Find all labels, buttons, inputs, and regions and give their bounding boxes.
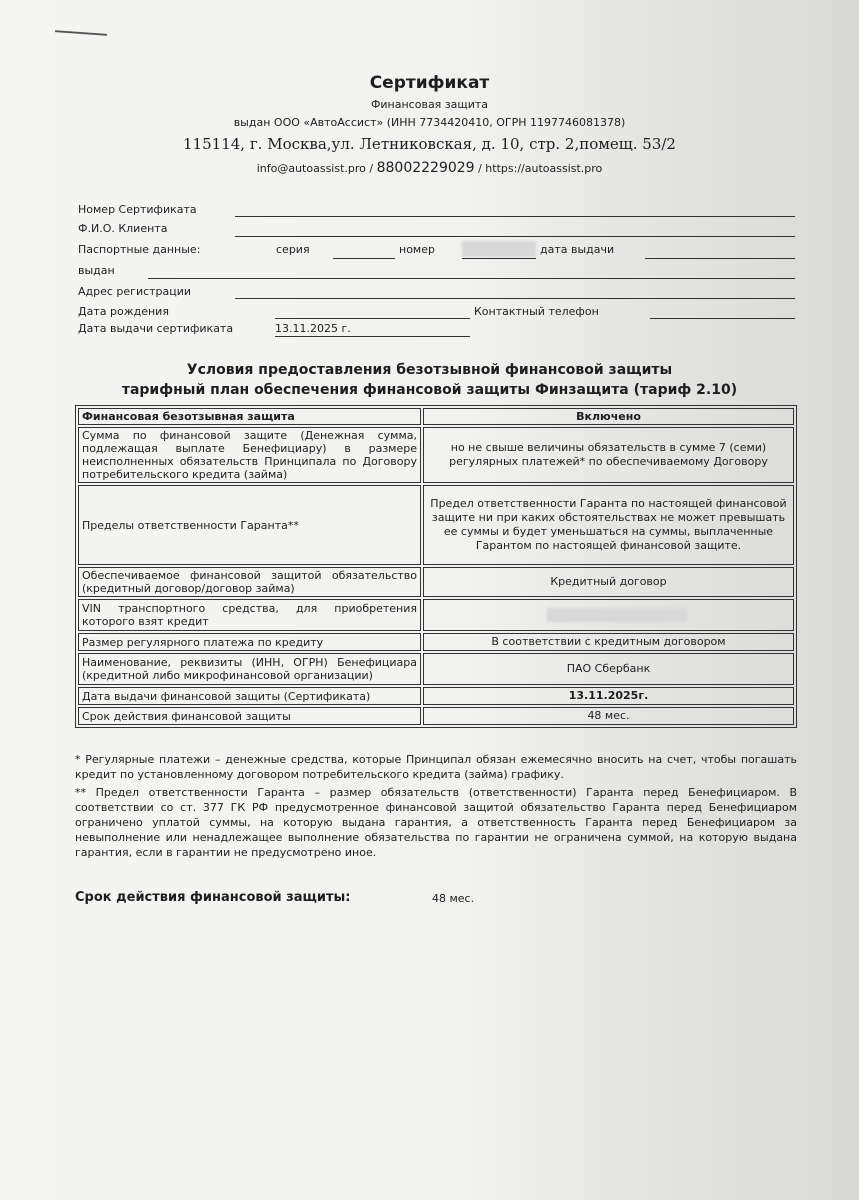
cert-date-value: 13.11.2025 г.	[275, 322, 351, 335]
birth-date-label: Дата рождения	[78, 305, 169, 318]
term-label: Срок действия финансовой защиты:	[75, 890, 351, 905]
conditions-title: Условия предоставления безотзывной финансовой защиты	[186, 362, 673, 378]
table-row	[78, 485, 794, 565]
row-label: Дата выдачи финансовой защиты (Сертификата)	[78, 687, 421, 705]
reg-address-line	[235, 298, 795, 299]
issuer-address: 115114, г. Москва,ул. Летниковская, д. 10, стр. 2,помещ. 53/2	[183, 135, 676, 153]
contact-email: info@autoassist.pro /	[256, 162, 374, 175]
table-header-right: Включено	[423, 408, 794, 425]
row-label: Обеспечиваемое финансовой защитой обязательство (кредитный договор/договор займа)	[78, 567, 421, 597]
certificate-title: Сертификат	[369, 73, 490, 93]
client-name-line	[235, 236, 795, 237]
row-label: Срок действия финансовой защиты	[78, 707, 421, 725]
term-value: 48 мес.	[432, 892, 475, 905]
number-line	[462, 258, 536, 259]
row-value	[423, 599, 794, 631]
series-label: серия	[276, 243, 310, 256]
row-label: VIN транспортного средства, для приобретения которого взят кредит	[78, 599, 421, 631]
row-value: В соответствии с кредитным договором	[423, 633, 794, 651]
table-header-row	[78, 408, 794, 425]
redacted-number	[462, 241, 536, 257]
cert-date-label: Дата выдачи сертификата	[78, 322, 234, 335]
passport-label: Паспортные данные:	[78, 243, 201, 256]
certificate-subtitle: Финансовая защита	[370, 98, 489, 111]
cert-number-label: Номер Сертификата	[78, 203, 197, 216]
issue-date-label: дата выдачи	[540, 243, 615, 256]
issuer-line: выдан ООО «АвтоАссист» (ИНН 7734420410, ОГРН 1197746081378)	[233, 116, 626, 129]
birth-date-line	[275, 318, 470, 319]
table-row	[78, 567, 794, 597]
table-row	[78, 653, 794, 685]
issue-date-line	[645, 258, 795, 259]
contact-line	[0, 160, 859, 176]
contact-phone-number: 88002229029	[376, 160, 475, 176]
cert-date-line	[275, 336, 470, 337]
row-value: 13.11.2025г.	[423, 687, 794, 705]
footnote-regular-payments: * Регулярные платежи – денежные средства, которые Принципал обязан ежемесячно вносить на счет, чтобы погашать кредит по установленному договором потребительского кредита (займа) графику.	[75, 753, 797, 781]
number-label: номер	[399, 243, 435, 256]
conditions-subtitle: тарифный план обеспечения финансовой защиты Финзащита (тариф 2.10)	[121, 382, 738, 398]
issued-by-line	[148, 278, 795, 279]
contact-phone-line	[650, 318, 795, 319]
row-label: Пределы ответственности Гаранта**	[78, 485, 421, 565]
cert-number-line	[235, 216, 795, 217]
row-label: Наименование, реквизиты (ИНН, ОГРН) Бенефициара (кредитной либо микрофинансовой организации)	[78, 653, 421, 685]
contact-phone-label: Контактный телефон	[474, 305, 599, 318]
client-name-label: Ф.И.О. Клиента	[78, 222, 168, 235]
row-value: но не свыше величины обязательств в сумме 7 (семи) регулярных платежей* по обеспечиваемому Договору	[423, 427, 794, 483]
row-value: Предел ответственности Гаранта по настоящей финансовой защите ни при каких обстоятельствах не может превышать ее суммы и будет уменьшаться на суммы, выплаченные Гарантом по настоящей финансовой защите.	[423, 485, 794, 565]
footnote-guarantor-limit: ** Предел ответственности Гаранта – размер обязательств (ответственности) Гаранта перед Бенефициаром. В соответствии со ст. 377 ГК РФ предусмотренное финансовой защитой обязательство Гаранта перед Бенефициаром ограничено уплатой суммы, на которую выдана гарантия, а ответственность Гаранта перед Бенефициаром за невыполнение или ненадлежащее выполнение обязательства по гарантии не ограничена суммой, на которую выдана гарантия, если в гарантии не предусмотрено иное.	[75, 786, 797, 859]
row-value: 48 мес.	[423, 707, 794, 725]
row-label: Сумма по финансовой защите (Денежная сумма, подлежащая выплате Бенефициару) в размере неисполненных обязательств Принципала по Договору потребительского кредита (займа)	[78, 427, 421, 483]
issued-by-label: выдан	[78, 264, 115, 277]
table-row	[78, 707, 794, 725]
series-line	[333, 258, 395, 259]
table-row	[78, 633, 794, 651]
row-value: Кредитный договор	[423, 567, 794, 597]
contact-site: / https://autoassist.pro	[478, 162, 603, 175]
table-row	[78, 599, 794, 631]
table-row	[78, 687, 794, 705]
row-label: Размер регулярного платежа по кредиту	[78, 633, 421, 651]
row-value: ПАО Сбербанк	[423, 653, 794, 685]
pen-mark	[55, 30, 107, 36]
terms-table	[75, 405, 797, 728]
reg-address-label: Адрес регистрации	[78, 285, 192, 298]
redacted-vin	[547, 608, 687, 622]
table-header-left: Финансовая безотзывная защита	[78, 408, 421, 425]
table-row	[78, 427, 794, 483]
